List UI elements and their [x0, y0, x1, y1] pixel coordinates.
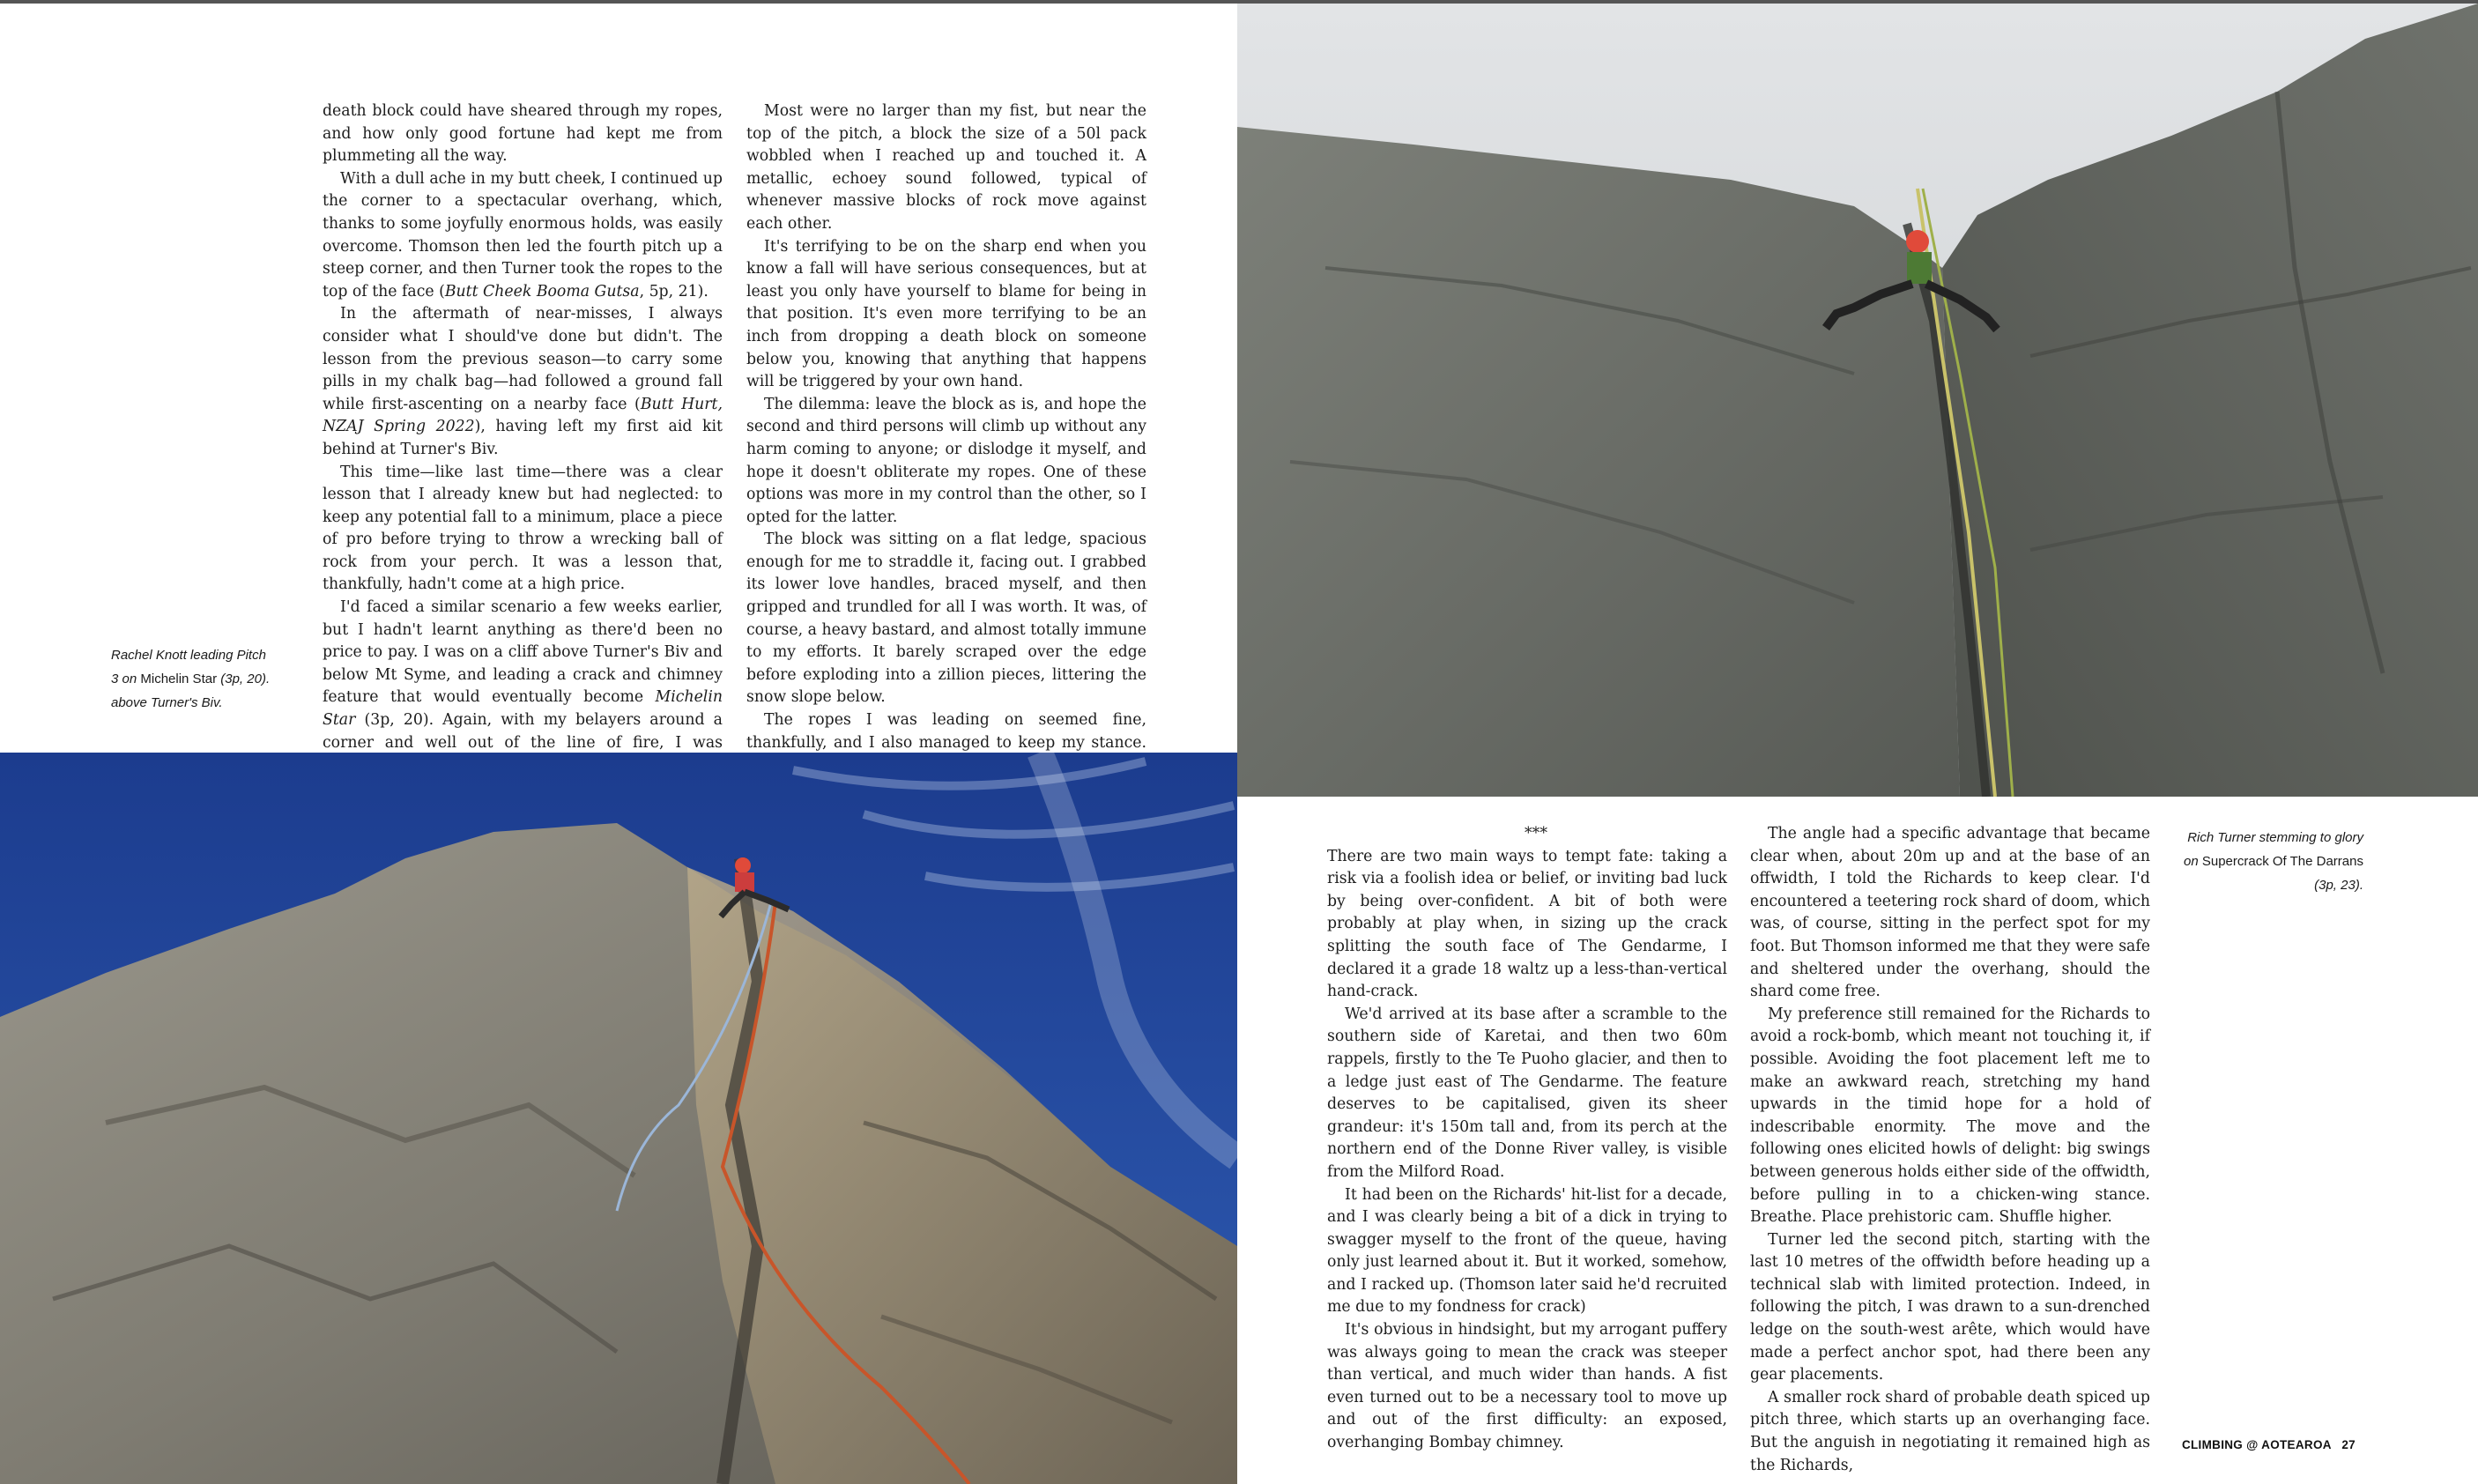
right-column-1 [1327, 823, 1727, 1455]
paragraph: Turner led the second pitch, starting with the last 10 metres of the offwidth before heading up a technical slab with limited protection. Indeed, in following the pitch, I was drawn to a sun-drenched ledge on the south-west arête, which would have made a perfect anchor spot, had there been any gear placements. [1750, 1230, 2150, 1384]
paragraph: I'd faced a similar scenario a few weeks earlier, but I hadn't learnt anything as there'd been no price to pay. I was on a cliff above Turner's Biv and below Mt Syme, and leading a crack and chimney feature that would eventually become Michelin Star (3p, 20). Again, with my belayers around a corner and well out of the line of fire, I was [323, 598, 723, 752]
paragraph: The angle had a specific advantage that became clear when, about 20m up and at the base of an offwidth, I told the Richards to keep clear. I'd encountered a teetering rock shard of doom, which was, of course, sitting in the perfect spot for my foot. But Thomson informed me that they were safe and sheltered under the overhang, should the shard come free. [1750, 825, 2150, 1001]
paragraph: Most were no larger than my fist, but near the top of the pitch, a block the size of a 50l pack wobbled when I reached up and touched it. A metallic, echoey sound followed, typical of whenever massive blocks of rock move against each other. [746, 102, 1146, 233]
paragraph: My preference still remained for the Richards to avoid a rock-bomb, which meant not touching it, if possible. Avoiding the foot placement left me to make an awkward reach, stretching my hand upwards in the timid hope for a hold of indescribable enormity. The move and the following ones elicited howls of delight: big swings between generous holds either side of the offwidth, before pulling in to a chicken-wing stance. Breathe. Place prehistoric cam. Shuffle higher. [1750, 1005, 2150, 1227]
paragraph: death block could have sheared through my ropes, and how only good fortune had kept me from plummeting all the way. [323, 102, 723, 166]
paragraph: We'd arrived at its base after a scramble to the southern side of Karetai, and then two 60m rappels, firstly to the Te Puoho glacier, and then to a ledge just east of The Gendarme. The feature deserves to be capitalised, given its sheer grandeur: it's 150m tall and, from its perch at the northern end of the Donne River valley, is visible from the Milford Road. [1327, 1005, 1727, 1181]
left-column-1 [323, 100, 723, 777]
paragraph: With a dull ache in my butt cheek, I continued up the corner to a spectacular overhang, which, thanks to some joyfully enormous holds, was easily overcome. Thomson then led the fourth pitch up a steep corner, and then Turner took the ropes to the top of the face (Butt Cheek Booma Gutsa, 5p, 21). [323, 169, 723, 301]
caption-line: (3p, 23). [2314, 878, 2363, 893]
photo-caption-right [2173, 826, 2363, 897]
photo-rich-turner-stemming [1237, 4, 2478, 797]
left-column-2 [746, 100, 1146, 845]
paragraph: It had been on the Richards' hit-list for a decade, and I was clearly being a bit of a dick in trying to swagger myself to the front of the queue, having only just learned about it. But it worked, somehow, and I racked up. (Thomson later said he'd recruited me due to my fondness for crack) [1327, 1185, 1727, 1317]
right-column-2 [1750, 823, 2150, 1477]
paragraph: The block was sitting on a flat ledge, spacious enough for me to straddle it, facing out. I grabbed its lower love handles, braced myself, and then gripped and trundled for all I was worth. It was, of course, a heavy bastard, and almost totally immune to my efforts. It barely scraped over the edge before exploding into a zillion pieces, littering the snow slope below. [746, 531, 1146, 707]
caption-line: Rich Turner stemming to glory [2187, 830, 2363, 845]
page-footer [2175, 1438, 2356, 1451]
page-number: 27 [2341, 1438, 2356, 1451]
caption-line: on Supercrack Of The Darrans [2184, 854, 2363, 869]
paragraph: It's terrifying to be on the sharp end when you know a fall will have serious consequences, but at least you only have yourself to blame for being in that position. It's even more terrifying to be an inch from dropping a death block on someone below you, knowing that anything that happens will be triggered by your own hand. [746, 237, 1146, 391]
paragraph: It's obvious in hindsight, but my arrogant puffery was always going to mean the crack was steeper than vertical, and much wider than hands. A fist even turned out to be a necessary tool to move up and out of the first difficulty: an exposed, overhanging Bombay chimney. [1327, 1321, 1727, 1452]
paragraph: The ropes I was leading on seemed fine, thankfully, and I also managed to keep my stance. [746, 711, 1146, 752]
photo-rachel-knott-climbing [0, 753, 1237, 1484]
paragraph: The dilemma: leave the block as is, and hope the second and third persons will climb up without any harm coming to anyone; or dislodge it myself, and hope it doesn't obliterate my ropes. One of these options was more in my control than the other, so I opted for the latter. [746, 395, 1146, 526]
magazine-name: CLIMBING @ AOTEAROA [2181, 1438, 2332, 1451]
paragraph: In the aftermath of near-misses, I always consider what I should've done but didn't. The lesson from the previous season—to carry some pills in my chalk bag—had followed a ground fall while first-ascenting on a nearby face (Butt Hurt, NZAJ Spring 2022), having left my first aid kit behind at Turner's Biv. [323, 305, 723, 458]
paragraph: This time—like last time—there was a clear lesson that I already knew but had neglected: to keep any potential fall to a minimum, place a piece of pro before trying to throw a wrecking ball of rock from your perch. It was a lesson that, thankfully, hadn't come at a high price. [323, 463, 723, 594]
caption-line: 3 on Michelin Star (3p, 20). [111, 672, 271, 686]
caption-line: above Turner's Biv. [111, 695, 223, 710]
photo-caption-left [111, 643, 305, 715]
caption-line: Rachel Knott leading Pitch [111, 648, 266, 663]
paragraph: A smaller rock shard of probable death spiced up pitch three, which starts up an overhanging face. But the anguish in negotiating it remained high as the Richards, [1750, 1388, 2150, 1474]
paragraph: There are two main ways to tempt fate: taking a risk via a foolish idea or belief, or inviting bad luck by being over-confident. A bit of both were probably at play when, in sizing up the crack splitting the south face of The Gendarme, I declared it a grade 18 waltz up a less-than-vertical hand-crack. [1327, 847, 1727, 1001]
section-break: *** [1525, 825, 1547, 842]
